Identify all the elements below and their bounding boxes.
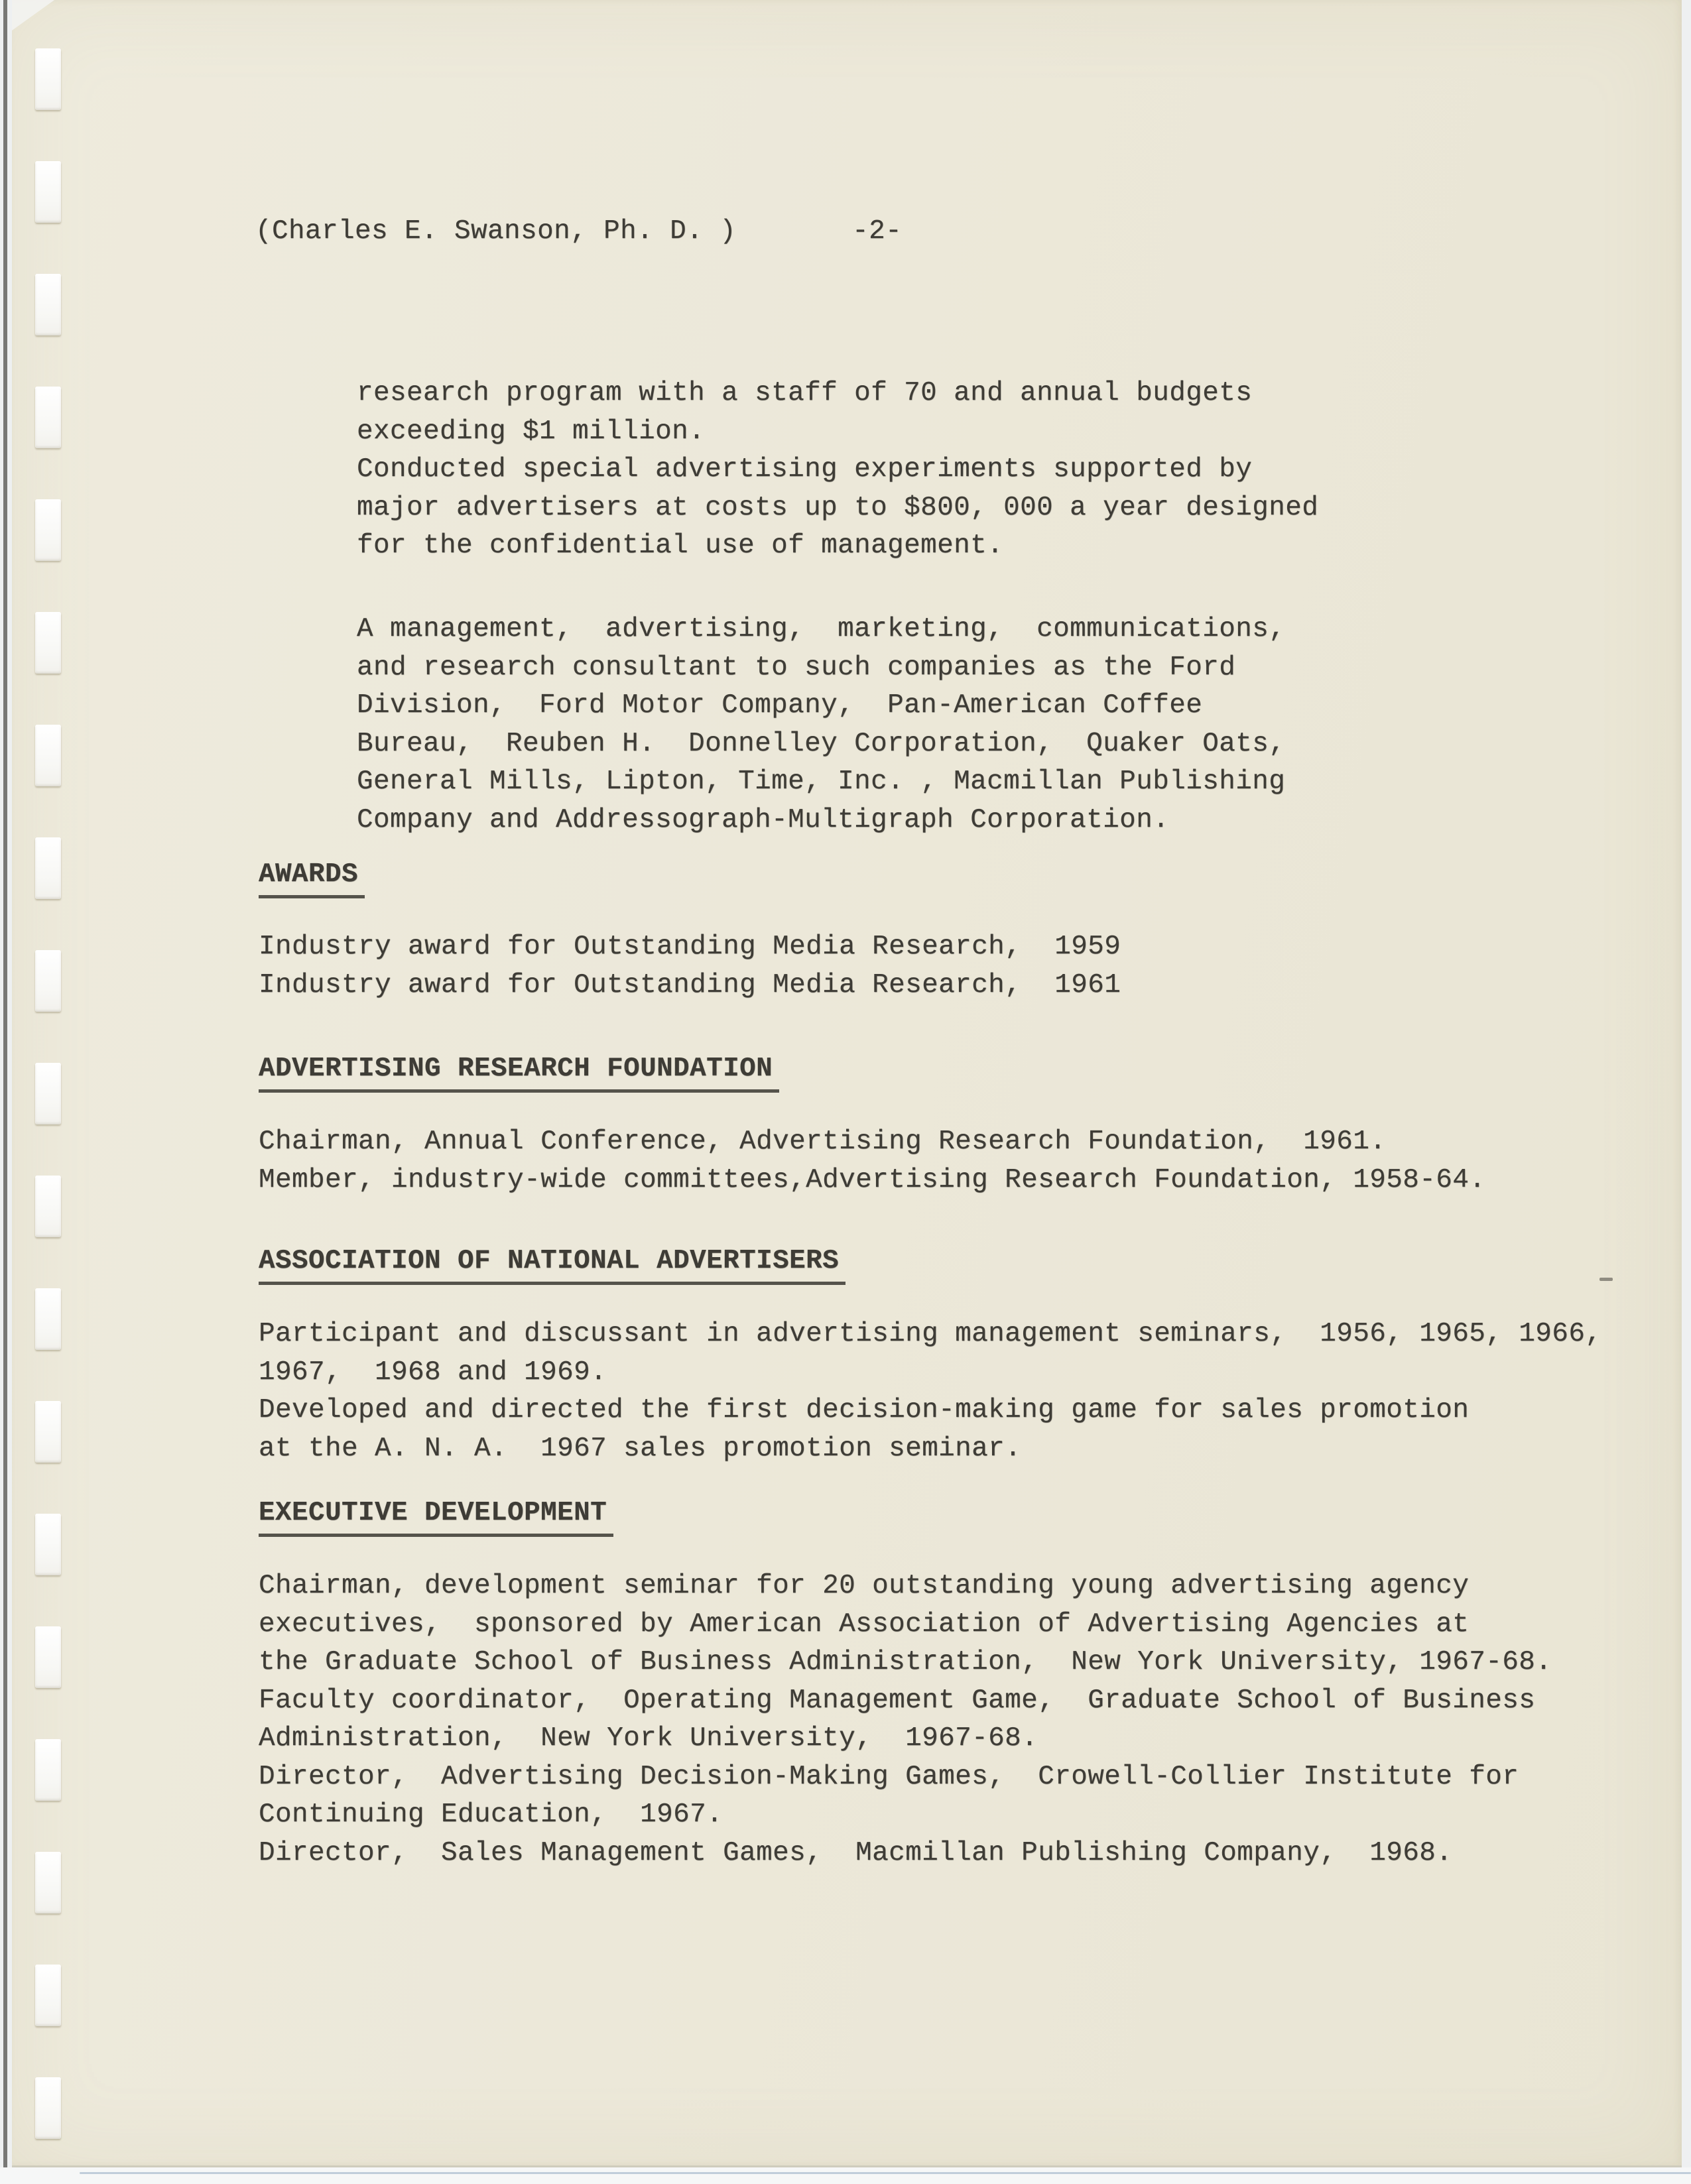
text-line: Continuing Education, 1967. (259, 1799, 723, 1830)
binding-hole (35, 499, 61, 561)
scanner-edge-shadow (3, 0, 7, 2184)
binding-hole (35, 1739, 61, 1801)
binding-hole (35, 612, 61, 674)
section-exec-lines (259, 1567, 1552, 1872)
text-line: Company and Addressograph-Multigraph Corporation. (357, 804, 1170, 835)
text-line: 1967, 1968 and 1969. (259, 1357, 607, 1388)
binding-hole (35, 1514, 61, 1575)
section-heading-executive-development (259, 1497, 613, 1537)
text-line: and research consultant to such companies as the Ford (357, 652, 1236, 683)
binding-hole (35, 1626, 61, 1688)
text-line: executives, sponsored by American Association of Advertising Agencies at (259, 1608, 1470, 1640)
text-line: Member, industry-wide committees,Advertising Research Foundation, 1958-64. (259, 1164, 1486, 1195)
section-ana-lines (259, 1315, 1601, 1468)
binding-hole (35, 1401, 61, 1463)
scan-bottom-line (80, 2172, 1691, 2174)
text-line: Conducted special advertising experiments supported by (357, 454, 1253, 485)
text-line: at the A. N. A. 1967 sales promotion seminar. (259, 1433, 1022, 1464)
binding-hole (35, 274, 61, 335)
page-corner-curl (12, 0, 54, 30)
binding-hole (35, 1063, 61, 1124)
text-line: Developed and directed the first decision-making game for sales promotion (259, 1395, 1470, 1426)
text-line: Director, Sales Management Games, Macmillan Publishing Company, 1968. (259, 1837, 1453, 1868)
text-line: General Mills, Lipton, Time, Inc. , Macmillan Publishing (357, 766, 1286, 797)
text-line: Bureau, Reuben H. Donnelley Corporation, Quaker Oats, (357, 728, 1286, 759)
text-line: the Graduate School of Business Administration, New York University, 1967-68. (259, 1647, 1552, 1677)
heading-text: EXECUTIVE DEVELOPMENT (259, 1497, 613, 1537)
section-heading-association-national-advertisers (259, 1245, 845, 1285)
text-line: Chairman, development seminar for 20 outstanding young advertising agency (259, 1571, 1470, 1601)
text-line: Industry award for Outstanding Media Research, 1961 (259, 969, 1121, 1001)
text-line: Faculty coordinator, Operating Management Game, Graduate School of Business (259, 1685, 1536, 1716)
text-line: Participant and discussant in advertising management seminars, 1956, 1965, 1966, (259, 1319, 1602, 1349)
binding-hole (35, 837, 61, 899)
page-header (255, 216, 902, 247)
binding-hole (35, 1852, 61, 1913)
text-line: Division, Ford Motor Company, Pan-American Coffee (357, 690, 1203, 721)
header-name: (Charles E. Swanson, Ph. D. ) (255, 216, 737, 247)
text-line: research program with a staff of 70 and annual budgets (357, 378, 1253, 408)
binding-hole (35, 2077, 61, 2139)
paragraph-consultant (357, 611, 1285, 839)
stray-scan-mark (1599, 1278, 1613, 1281)
text-line: major advertisers at costs up to $800, 000 a year designed (357, 492, 1319, 523)
text-line: Chairman, Annual Conference, Advertising Research Foundation, 1961. (259, 1126, 1387, 1157)
binding-hole (35, 1965, 61, 2026)
binding-hole (35, 161, 61, 223)
text-line: Director, Advertising Decision-Making Games, Crowell-Collier Institute for (259, 1761, 1519, 1792)
heading-text: AWARDS (259, 859, 365, 898)
heading-text: ASSOCIATION OF NATIONAL ADVERTISERS (259, 1245, 845, 1285)
page-number: -2- (852, 216, 903, 247)
paragraph-research-program (357, 375, 1318, 566)
binding-hole (35, 48, 61, 110)
text-line: for the confidential use of management. (357, 530, 1004, 561)
section-awards-lines (259, 928, 1121, 1004)
binding-hole (35, 950, 61, 1012)
text-line: Industry award for Outstanding Media Research, 1959 (259, 932, 1121, 962)
scan-bottom-strip (0, 2167, 1691, 2184)
text-line: Administration, New York University, 1967-68. (259, 1723, 1038, 1754)
binding-hole (35, 1176, 61, 1237)
section-heading-awards (259, 859, 365, 898)
text-line: A management, advertising, marketing, communications, (357, 614, 1286, 644)
binding-hole (35, 1288, 61, 1350)
binding-hole (35, 387, 61, 448)
binding-hole (35, 725, 61, 786)
section-heading-advertising-research-foundation (259, 1053, 779, 1093)
text-line: exceeding $1 million. (357, 416, 706, 447)
heading-text: ADVERTISING RESEARCH FOUNDATION (259, 1053, 779, 1093)
section-arf-lines (259, 1123, 1485, 1199)
